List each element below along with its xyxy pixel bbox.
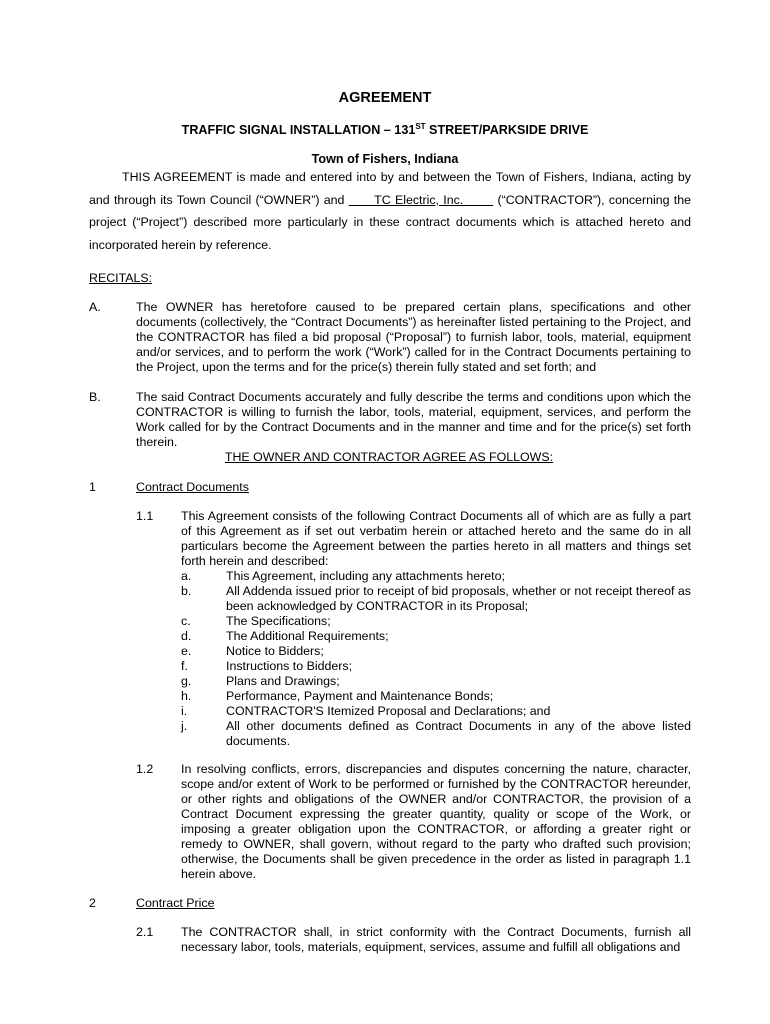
list-item — [181, 689, 691, 704]
paragraph-2-1 — [136, 925, 691, 955]
recital-b — [89, 390, 691, 450]
recital-text: The OWNER has heretofore caused to be prepared certain plans, specifications and other documents (collectively, the “Contract Documents”) as hereinafter listed pertaining to the Project, and the CONTRACTOR has filed a bid proposal (“Proposal”) to furnish labor, tools, material, equipment and/or services, and to perform the work (“Work”) called for in the Contract Documents pertaining to the Project, upon the terms and for the price(s) therein fully stated and set forth; and — [136, 300, 691, 374]
list-text: All other documents defined as Contract Documents in any of the above listed documents. — [226, 719, 691, 748]
recital-text: The said Contract Documents accurately and fully describe the terms and conditions upon which the CONTRACTOR is willing to furnish the labor, tools, material, equipment, services, and perform the Work called for by the Contract Documents and in the manner and time and for the price(s) set forth therein. — [136, 390, 691, 449]
list-text: CONTRACTOR'S Itemized Proposal and Declarations; and — [226, 704, 551, 718]
list-text: The Specifications; — [226, 614, 331, 628]
paragraph-number: 2.1 — [136, 925, 154, 939]
intro-paragraph — [89, 166, 691, 256]
list-text: The Additional Requirements; — [226, 629, 389, 643]
recitals-heading: RECITALS: — [89, 271, 153, 285]
section-title: Contract Price — [136, 896, 215, 910]
list-item — [181, 629, 691, 644]
list-letter: e. — [181, 644, 192, 658]
list-item — [181, 704, 691, 719]
list-text: Notice to Bidders; — [226, 644, 324, 658]
contract-documents-list — [181, 569, 691, 749]
section-number: 1 — [89, 480, 96, 494]
list-text: Plans and Drawings; — [226, 674, 340, 688]
intro-text-part1: THIS AGREEMENT is made and entered into by and between the Town of Fishers, Indiana, acting by and through its Town Council (“OWNER”) and — [89, 170, 691, 207]
paragraph-number: 1.2 — [136, 762, 154, 776]
list-letter: f. — [181, 659, 188, 673]
paragraph-text: In resolving conflicts, errors, discrepancies and disputes concerning the nature, character, scope and/or extent of Work to be performed or furnished by the CONTRACTOR hereunder, or other rights and obligations of the OWNER and/or CONTRACTOR, the provision of a Contract Document expressing the greater quantity, quality or scope of the Work, or imposing a greater obligation upon the CONTRACTOR, or affording a greater right or remedy to OWNER, shall govern, without regard to the party who drafted such provision; otherwise, the Documents shall be given precedence in the order as listed in paragraph 1.1 herein above. — [181, 762, 691, 881]
list-item — [181, 719, 691, 749]
list-item — [181, 569, 691, 584]
project-subtitle — [0, 122, 770, 137]
list-item — [181, 584, 691, 614]
list-text: Performance, Payment and Maintenance Bonds; — [226, 689, 494, 703]
recital-label: B. — [89, 390, 101, 404]
list-letter: a. — [181, 569, 192, 583]
recital-label: A. — [89, 300, 101, 314]
contractor-name: TC Electric, Inc. — [348, 192, 494, 207]
recital-a — [89, 300, 691, 375]
section-number: 2 — [89, 896, 96, 910]
section-title: Contract Documents — [136, 480, 249, 494]
list-text: Instructions to Bidders; — [226, 659, 353, 673]
subtitle-superscript: ST — [415, 122, 426, 131]
paragraph-text: This Agreement consists of the following Contract Documents all of which are as fully a part of this Agreement as if set out verbatim herein or attached hereto and the same do in all particulars become the Agreement between the parties hereto in all matters and things set forth herein and described: — [181, 509, 691, 568]
list-item — [181, 674, 691, 689]
list-letter: h. — [181, 689, 192, 703]
paragraph-1-2 — [136, 762, 691, 882]
list-letter: d. — [181, 629, 192, 643]
list-letter: g. — [181, 674, 192, 688]
list-letter: b. — [181, 584, 192, 598]
list-item — [181, 614, 691, 629]
town-heading: Town of Fishers, Indiana — [311, 152, 459, 166]
list-letter: c. — [181, 614, 191, 628]
list-text: All Addenda issued prior to receipt of bid proposals, whether or not receipt thereof as been acknowledged by CONTRACTOR in its Proposal; — [226, 584, 691, 613]
intro-text-part2: (“CONTRACTOR”), concerning the project (“Project”) described more particularly in these contract documents which is attached hereto and incorporated herein by reference. — [89, 192, 691, 252]
document-title: AGREEMENT — [338, 90, 432, 106]
list-letter: i. — [181, 704, 188, 718]
list-item — [181, 644, 691, 659]
list-item — [181, 659, 691, 674]
paragraph-text: The CONTRACTOR shall, in strict conformity with the Contract Documents, furnish all necessary labor, tools, materials, equipment, services, assume and fulfill all obligations and — [181, 925, 691, 954]
paragraph-number: 1.1 — [136, 509, 154, 523]
agreement-statement: THE OWNER AND CONTRACTOR AGREE AS FOLLOWS: — [224, 450, 554, 464]
subtitle-suffix: STREET/PARKSIDE DRIVE — [425, 123, 589, 137]
list-letter: j. — [181, 719, 188, 733]
list-text: This Agreement, including any attachments hereto; — [226, 569, 505, 583]
paragraph-1-1 — [136, 509, 691, 749]
subtitle-prefix: TRAFFIC SIGNAL INSTALLATION – 131 — [181, 123, 416, 137]
